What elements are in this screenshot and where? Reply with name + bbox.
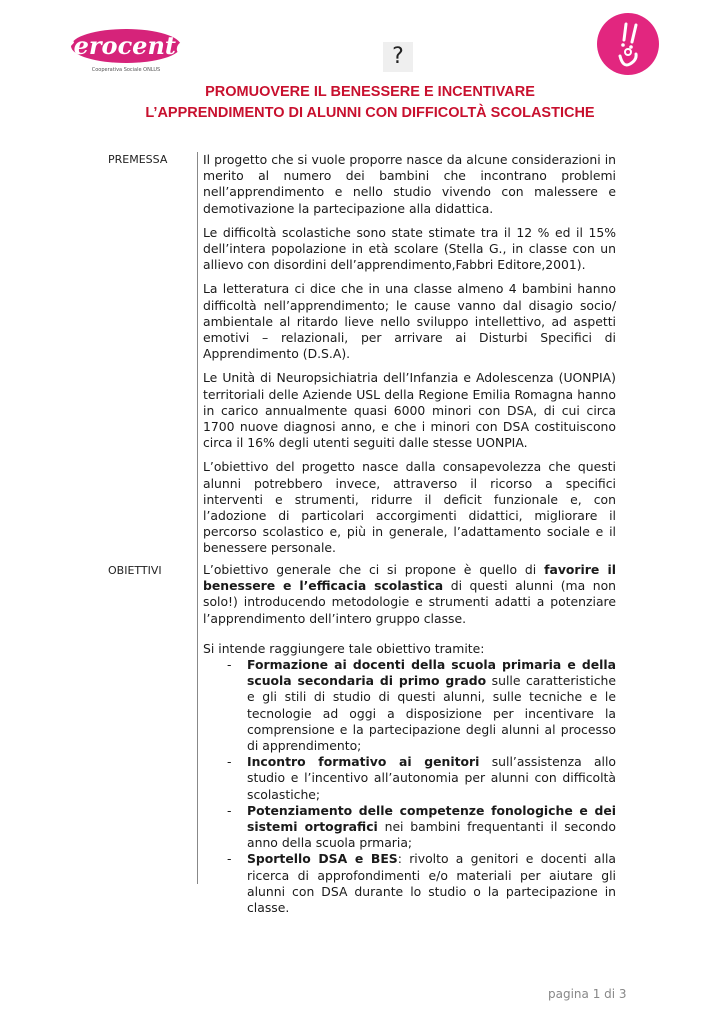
item-bold: Incontro formativo ai genitori — [247, 754, 480, 770]
title-line-1: PROMUOVERE IL BENESSERE E INCENTIVARE — [205, 84, 535, 100]
intro-text: di questi alunni (ma non solo!) introducendo metodologie e strumenti adatti a potenziare l’apprendimento dell’intero gruppo classe. — [203, 578, 616, 626]
list-item — [203, 754, 616, 803]
dash-bullet: - — [227, 754, 232, 770]
zerocento-logo — [60, 26, 192, 74]
list-item — [203, 657, 616, 754]
obiettivi-list — [203, 657, 616, 916]
column-divider — [197, 152, 198, 884]
item-bold: Sportello DSA e BES — [247, 851, 398, 867]
item-text: nei bambini frequentanti il secondo anno della scuola prmaria; — [247, 819, 616, 851]
obiettivi-intro — [203, 562, 616, 627]
list-item — [203, 851, 616, 916]
obiettivi-body — [203, 562, 616, 916]
section-label-premessa: PREMESSA — [108, 153, 168, 166]
intro-text: L’obiettivo generale che ci si propone è quello di — [203, 562, 545, 577]
premessa-paragraph: La letteratura ci dice che in una classe almeno 4 bambini hanno difficoltà nell’apprendimento; le cause vanno dal disagio socio/ ambientale al ritardo lieve nello sviluppo intellettivo, ad aspetti emotivi – relazionali, per arrivare ai Disturbi Specifici di Apprendimento (D.S.A). — [203, 281, 616, 362]
premessa-body — [203, 152, 616, 565]
logo-subtext: Cooperativa Sociale ONLUS — [91, 67, 161, 73]
logo-text: zerocento — [60, 31, 192, 60]
section-label-obiettivi: OBIETTIVI — [108, 564, 162, 577]
premessa-paragraph: L’obiettivo del progetto nasce dalla consapevolezza che questi alunni potrebbero invece, attraverso il ricorso a specifici interventi e strumenti, ridurre il deficit funzionale e, con l’adozione di particolari accorgimenti didattici, migliorare il percorso scolastico e, più in generale, l’adattamento sociale e il benessere personale. — [203, 459, 616, 556]
question-mark-box: ? — [383, 42, 413, 72]
dash-bullet: - — [227, 802, 232, 818]
list-item — [203, 803, 616, 852]
item-bold: Potenziamento delle competenze fonologiche e dei sistemi ortografici — [247, 802, 616, 835]
title-line-2: L’APPRENDIMENTO DI ALUNNI CON DIFFICOLTÀ SCOLASTICHE — [145, 105, 595, 121]
dash-bullet: - — [227, 851, 232, 867]
item-text: sulle caratteristiche e gli stili di studio di questi alunni, sulle tecniche e le tecnologie ad oggi a disposizione per incentivare la comprensione e la partecipazione degli alunni al processo di apprendimento; — [247, 673, 616, 754]
item-bold: Formazione ai docenti della scuola primaria e della scuola secondaria di primo grado — [247, 657, 616, 689]
page-number: pagina 1 di 3 — [548, 987, 627, 1001]
premessa-paragraph: Le difficoltà scolastiche sono state stimate tra il 12 % ed il 15% dell’intera popolazione in età scolare (Stella G., in classe con un allievo con disordini dell’apprendimento,Fabbri Editore,2001). — [203, 224, 616, 273]
dash-bullet: - — [227, 657, 232, 673]
document-title — [100, 82, 640, 124]
intro-bold: favorire il benessere e l’efficacia scolastica — [203, 562, 616, 594]
item-text: sull’assistenza allo studio e l’incentivo all’autonomia per alunni con difficoltà scolastiche; — [247, 754, 617, 802]
premessa-paragraph: Le Unità di Neuropsichiatria dell’Infanzia e Adolescenza (UONPIA) territoriali delle Aziende USL della Regione Emilia Romagna hanno in carico annualmente quasi 6000 minori con DSA, di cui circa 1700 nuove diagnosi anno, e che i minori con DSA costituiscono circa il 16% degli utenti seguiti dalle stesse UONPIA. — [203, 370, 616, 451]
obiettivi-tramite: Si intende raggiungere tale obiettivo tramite: — [203, 640, 485, 656]
brand-circle-logo — [596, 12, 660, 76]
premessa-paragraph: Il progetto che si vuole proporre nasce da alcune considerazioni in merito al numero dei bambini che incontrano problemi nell’apprendimento e nello studio vivendo con malessere e demotivazione la partecipazione alla didattica. — [203, 152, 616, 216]
item-text: : rivolto a genitori e docenti alla ricerca di approfondimenti e/o materiali per aiutare gli alunni con DSA durante lo studio o la partecipazione in classe. — [247, 851, 616, 916]
